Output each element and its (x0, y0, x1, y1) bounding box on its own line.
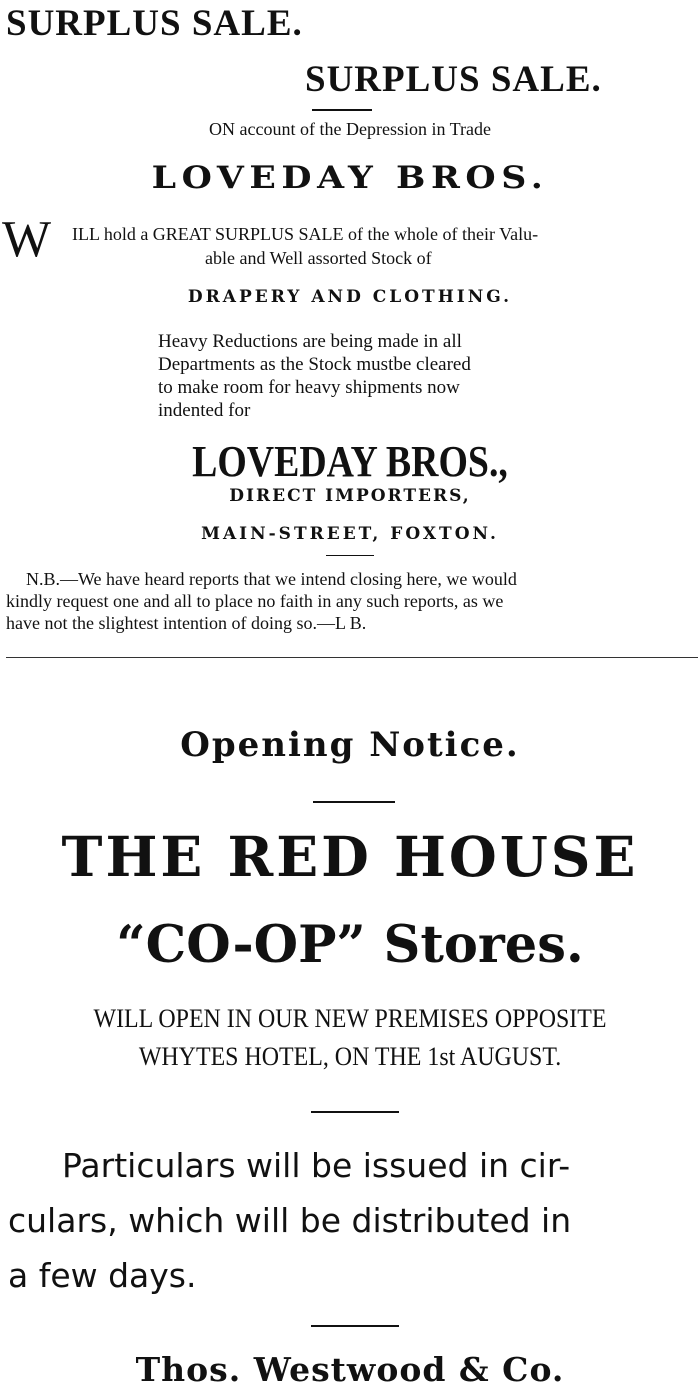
coop-stores-title: “CO-OP” Stores. (116, 915, 584, 975)
short-rule (312, 109, 372, 111)
column-separator (6, 657, 698, 658)
reductions-line: to make room for heavy shipments now (158, 377, 460, 398)
headline-surplus-sale-2: SURPLUS SALE. (305, 59, 602, 100)
opening-notice-heading: Opening Notice. (180, 725, 520, 765)
reductions-line: indented for (158, 400, 251, 421)
drop-cap: W (2, 211, 52, 268)
particulars-line: a few days. (8, 1256, 197, 1295)
particulars-line: Particulars will be issued in cir- (62, 1146, 571, 1185)
sale-announcement (72, 222, 696, 270)
headline-surplus-sale-1: SURPLUS SALE. (6, 3, 303, 44)
intro-line: ON account of the Depression in Trade (209, 119, 491, 139)
short-rule (313, 801, 395, 803)
red-house-title: THE RED HOUSE (61, 824, 639, 889)
nb-notice (6, 568, 696, 634)
particulars-paragraph (8, 1138, 698, 1303)
address-line: MAIN-STREET, FOXTON. (201, 524, 499, 544)
nb-line: kindly request one and all to place no faith in any such reports, as we (6, 591, 504, 611)
premises-line: WILL OPEN IN OUR NEW PREMISES OPPOSITE (93, 1004, 607, 1033)
brand-large: LOVEDAY BROS., (192, 437, 508, 486)
nb-line: have not the slightest intention of doing so.—L B. (6, 613, 367, 633)
drapery-heading: DRAPERY AND CLOTHING. (187, 287, 513, 307)
premises-line: WHYTES HOTEL, ON THE 1st AUGUST. (138, 1042, 562, 1071)
particulars-line: culars, which will be distributed in (8, 1201, 572, 1240)
short-rule (311, 1111, 399, 1113)
brand-heading: LOVEDAY BROS. (151, 160, 549, 196)
sale-announcement-line: able and Well assorted Stock of (205, 248, 432, 268)
importers-line: DIRECT IMPORTERS, (229, 486, 471, 506)
signoff: Thos. Westwood & Co. (135, 1350, 565, 1389)
short-rule (326, 555, 374, 556)
premises-notice (0, 1000, 700, 1076)
reductions-line: Heavy Reductions are being made in all (158, 331, 462, 352)
reductions-paragraph (158, 330, 558, 422)
short-rule (311, 1325, 399, 1327)
nb-line: N.B.—We have heard reports that we intend closing here, we would (26, 569, 517, 589)
reductions-line: Departments as the Stock mustbe cleared (158, 354, 471, 375)
sale-announcement-line: ILL hold a GREAT SURPLUS SALE of the whole of their Valu- (72, 224, 539, 244)
